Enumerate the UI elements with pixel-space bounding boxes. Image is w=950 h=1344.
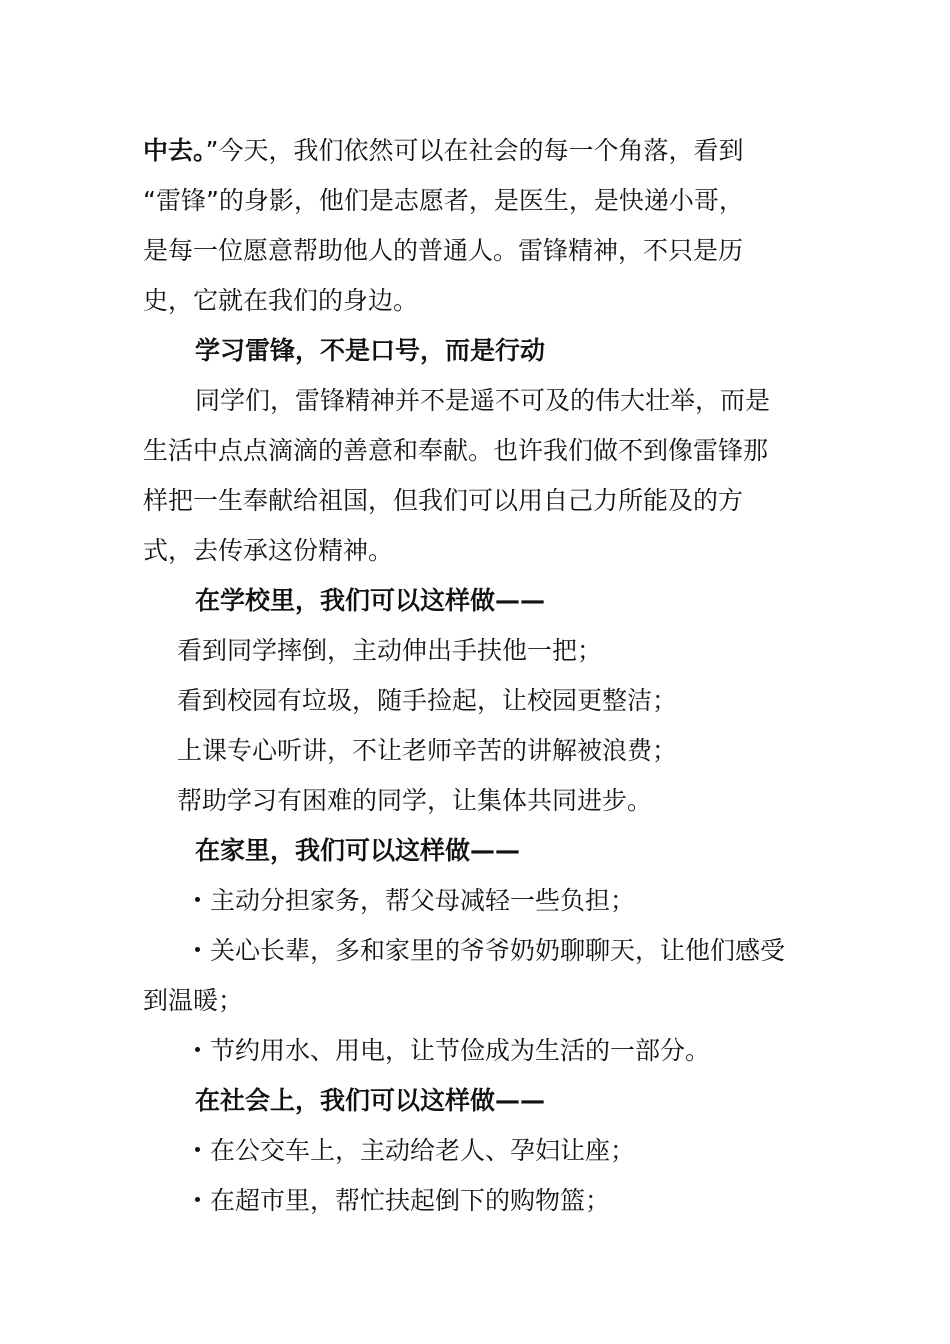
list-item: [195, 884, 635, 918]
paragraph-line: 史，它就在我们的身边。: [143, 286, 419, 315]
list-item: [195, 1034, 710, 1068]
list-item: 上课专心听讲，不让老师辛苦的讲解被浪费；: [177, 736, 678, 765]
section-heading: 在家里，我们可以这样做——: [195, 836, 521, 865]
section-heading: 在学校里，我们可以这样做——: [195, 586, 546, 615]
list-item: [195, 934, 785, 968]
list-item: [195, 1134, 635, 1168]
text-span: ”今天，我们依然可以在社会的每一个角落，看到: [205, 136, 744, 165]
paragraph-line: 是每一位愿意帮助他人的普通人。雷锋精神，不只是历: [143, 236, 744, 265]
paragraph-line: 样把一生奉献给祖国，但我们可以用自己力所能及的方: [143, 486, 744, 515]
list-item: 看到校园有垃圾，随手捡起，让校园更整洁；: [177, 686, 678, 715]
paragraph-line: 生活中点点滴滴的善意和奉献。也许我们做不到像雷锋那: [143, 436, 769, 465]
list-item-text: 在公交车上，主动给老人、孕妇让座；: [210, 1136, 636, 1165]
bullet-icon: [195, 947, 200, 952]
list-item-text: 关心长辈，多和家里的爷爷奶奶聊聊天，让他们感受: [210, 936, 786, 965]
list-item: 看到同学摔倒，主动伸出手扶他一把；: [177, 636, 603, 665]
bullet-icon: [195, 897, 200, 902]
paragraph-line: [143, 134, 743, 168]
section-heading: 在社会上，我们可以这样做——: [195, 1086, 546, 1115]
bullet-icon: [195, 1197, 200, 1202]
list-item-continuation: 到温暖；: [143, 986, 244, 1015]
bullet-icon: [195, 1047, 200, 1052]
list-item-text: 在超市里，帮忙扶起倒下的购物篮；: [210, 1186, 611, 1215]
section-heading: 学习雷锋，不是口号，而是行动: [195, 336, 546, 365]
paragraph-line: 式，去传承这份精神。: [143, 536, 394, 565]
list-item: [195, 1184, 610, 1218]
list-item-text: 主动分担家务，帮父母减轻一些负担；: [210, 886, 636, 915]
bold-text: 中去。: [143, 136, 206, 165]
paragraph-line: 同学们，雷锋精神并不是遥不可及的伟大壮举，而是: [195, 386, 771, 415]
paragraph-line: “雷锋”的身影，他们是志愿者，是医生，是快递小哥，: [143, 186, 744, 215]
list-item: 帮助学习有困难的同学，让集体共同进步。: [177, 786, 653, 815]
list-item-text: 节约用水、用电，让节俭成为生活的一部分。: [210, 1036, 711, 1065]
bullet-icon: [195, 1147, 200, 1152]
